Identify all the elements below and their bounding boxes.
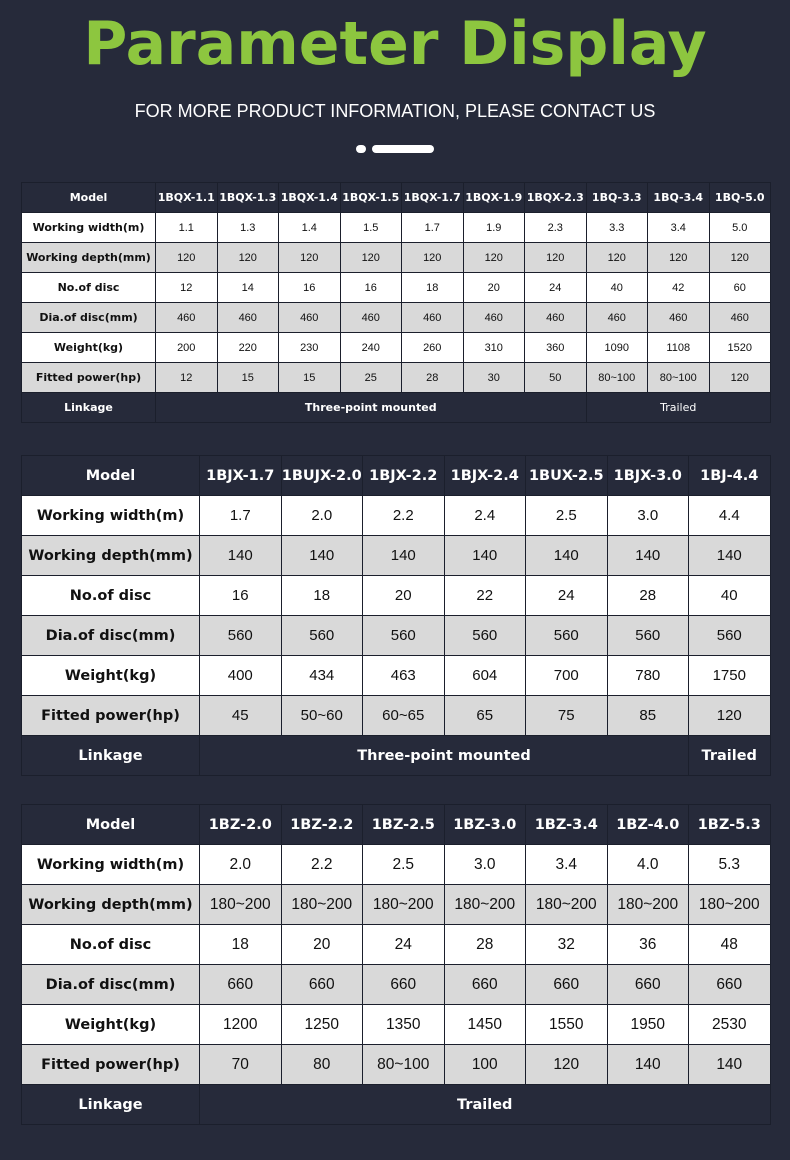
table-cell: 24 <box>526 576 608 616</box>
model-cell: 1BUX-2.5 <box>526 456 608 496</box>
table-row <box>22 243 771 273</box>
table-cell: 36 <box>607 925 689 965</box>
table-cell: 120 <box>709 363 771 393</box>
table-row <box>22 576 771 616</box>
row-label: No.of disc <box>22 925 200 965</box>
table-cell: 75 <box>526 696 608 736</box>
table-row <box>22 1045 771 1085</box>
table-cell: 240 <box>340 333 402 363</box>
table-cell: 180~200 <box>526 885 608 925</box>
model-cell: 1BJX-2.2 <box>363 456 445 496</box>
table-cell: 18 <box>200 925 282 965</box>
table-cell: 28 <box>402 363 464 393</box>
table-cell: 18 <box>281 576 363 616</box>
table-cell: 310 <box>463 333 525 363</box>
table-cell: 660 <box>607 965 689 1005</box>
table-cell: 460 <box>525 303 587 333</box>
table-cell: 16 <box>200 576 282 616</box>
table-cell: 120 <box>217 243 279 273</box>
linkage-trailed-cell: Trailed <box>689 736 771 776</box>
table-cell: 140 <box>689 536 771 576</box>
linkage-mounted-cell: Three-point mounted <box>200 736 689 776</box>
table-cell: 80~100 <box>363 1045 445 1085</box>
table-cell: 2.4 <box>444 496 526 536</box>
model-header: Model <box>22 805 200 845</box>
model-cell: 1BJ-4.4 <box>689 456 771 496</box>
table-cell: 560 <box>689 616 771 656</box>
table-row <box>22 925 771 965</box>
row-label: Weight(kg) <box>22 333 156 363</box>
table-cell: 180~200 <box>689 885 771 925</box>
table-cell: 604 <box>444 656 526 696</box>
table-cell: 120 <box>709 243 771 273</box>
model-cell: 1BZ-5.3 <box>689 805 771 845</box>
table-cell: 60~65 <box>363 696 445 736</box>
table-cell: 660 <box>444 965 526 1005</box>
row-label: Linkage <box>22 393 156 423</box>
table-cell: 660 <box>363 965 445 1005</box>
row-label: Working depth(mm) <box>22 536 200 576</box>
spec-table-1bjx <box>21 455 771 776</box>
model-header: Model <box>22 456 200 496</box>
table-cell: 460 <box>340 303 402 333</box>
row-label: Linkage <box>22 1085 200 1125</box>
table-row <box>22 303 771 333</box>
table-cell: 2.5 <box>363 845 445 885</box>
table-cell: 140 <box>526 536 608 576</box>
page-title: Parameter Display <box>83 9 707 79</box>
table-cell: 1520 <box>709 333 771 363</box>
table-cell: 200 <box>156 333 218 363</box>
model-cell: 1BQ-3.4 <box>648 183 710 213</box>
row-label: Weight(kg) <box>22 1005 200 1045</box>
model-cell: 1BZ-2.2 <box>281 805 363 845</box>
table-cell: 660 <box>200 965 282 1005</box>
table-cell: 5.3 <box>689 845 771 885</box>
model-cell: 1BZ-3.0 <box>444 805 526 845</box>
row-label: Fitted power(hp) <box>22 696 200 736</box>
table-cell: 140 <box>363 536 445 576</box>
row-label: Working width(m) <box>22 845 200 885</box>
table-cell: 560 <box>281 616 363 656</box>
table-cell: 1108 <box>648 333 710 363</box>
table-cell: 3.0 <box>607 496 689 536</box>
table-cell: 120 <box>402 243 464 273</box>
table-cell: 1.1 <box>156 213 218 243</box>
model-cell: 1BQX-1.9 <box>463 183 525 213</box>
table-cell: 460 <box>279 303 341 333</box>
table-row <box>22 845 771 885</box>
table-cell: 85 <box>607 696 689 736</box>
table-row <box>22 536 771 576</box>
table-cell: 460 <box>217 303 279 333</box>
table-cell: 5.0 <box>709 213 771 243</box>
table-cell: 460 <box>463 303 525 333</box>
table-cell: 1.4 <box>279 213 341 243</box>
table-cell: 1250 <box>281 1005 363 1045</box>
model-cell: 1BQ-5.0 <box>709 183 771 213</box>
row-label: Working width(m) <box>22 213 156 243</box>
linkage-row <box>22 1085 771 1125</box>
table-cell: 780 <box>607 656 689 696</box>
table-cell: 463 <box>363 656 445 696</box>
table-header-row <box>22 183 771 213</box>
model-header: Model <box>22 183 156 213</box>
table-row <box>22 616 771 656</box>
model-cell: 1BZ-2.5 <box>363 805 445 845</box>
table-cell: 434 <box>281 656 363 696</box>
table-cell: 1.9 <box>463 213 525 243</box>
table-cell: 220 <box>217 333 279 363</box>
model-cell: 1BUJX-2.0 <box>281 456 363 496</box>
row-label: Working depth(mm) <box>22 243 156 273</box>
table-cell: 48 <box>689 925 771 965</box>
table-cell: 80 <box>281 1045 363 1085</box>
table-cell: 12 <box>156 273 218 303</box>
table-cell: 22 <box>444 576 526 616</box>
table-cell: 120 <box>689 696 771 736</box>
table-cell: 1.3 <box>217 213 279 243</box>
table-cell: 32 <box>526 925 608 965</box>
table-cell: 80~100 <box>648 363 710 393</box>
linkage-trailed-cell: Trailed <box>586 393 771 423</box>
divider-dot <box>356 145 366 153</box>
table-cell: 25 <box>340 363 402 393</box>
table-cell: 120 <box>526 1045 608 1085</box>
table-cell: 230 <box>279 333 341 363</box>
row-label: Dia.of disc(mm) <box>22 965 200 1005</box>
table-cell: 20 <box>281 925 363 965</box>
table-row <box>22 273 771 303</box>
table-cell: 20 <box>363 576 445 616</box>
table-cell: 2.2 <box>363 496 445 536</box>
row-label: Working width(m) <box>22 496 200 536</box>
table-cell: 1950 <box>607 1005 689 1045</box>
table-cell: 2.5 <box>526 496 608 536</box>
row-label: Linkage <box>22 736 200 776</box>
table-header-row <box>22 805 771 845</box>
table-cell: 460 <box>648 303 710 333</box>
table-cell: 120 <box>340 243 402 273</box>
table-row <box>22 496 771 536</box>
table-cell: 18 <box>402 273 464 303</box>
linkage-row <box>22 736 771 776</box>
table-cell: 120 <box>586 243 648 273</box>
table-cell: 1.5 <box>340 213 402 243</box>
model-cell: 1BQX-1.3 <box>217 183 279 213</box>
table-cell: 460 <box>586 303 648 333</box>
row-label: Weight(kg) <box>22 656 200 696</box>
table-cell: 80~100 <box>586 363 648 393</box>
table-cell: 120 <box>648 243 710 273</box>
linkage-mounted-cell: Three-point mounted <box>156 393 587 423</box>
model-cell: 1BZ-4.0 <box>607 805 689 845</box>
spec-table-1bqx <box>21 182 771 423</box>
model-cell: 1BQ-3.3 <box>586 183 648 213</box>
table-cell: 50 <box>525 363 587 393</box>
table-cell: 3.3 <box>586 213 648 243</box>
table-cell: 2.2 <box>281 845 363 885</box>
model-cell: 1BQX-1.4 <box>279 183 341 213</box>
model-cell: 1BJX-1.7 <box>200 456 282 496</box>
table-cell: 140 <box>444 536 526 576</box>
table-cell: 1200 <box>200 1005 282 1045</box>
row-label: Fitted power(hp) <box>22 1045 200 1085</box>
table-cell: 660 <box>281 965 363 1005</box>
table-cell: 660 <box>526 965 608 1005</box>
page-subtitle: FOR MORE PRODUCT INFORMATION, PLEASE CONTACT US <box>134 101 656 121</box>
table-cell: 140 <box>281 536 363 576</box>
table-cell: 560 <box>444 616 526 656</box>
table-row <box>22 656 771 696</box>
table-cell: 40 <box>689 576 771 616</box>
table-cell: 180~200 <box>607 885 689 925</box>
table-cell: 15 <box>279 363 341 393</box>
table-cell: 140 <box>689 1045 771 1085</box>
table-row <box>22 213 771 243</box>
row-label: Fitted power(hp) <box>22 363 156 393</box>
table-cell: 120 <box>156 243 218 273</box>
table-cell: 700 <box>526 656 608 696</box>
table-cell: 2.0 <box>200 845 282 885</box>
row-label: Working depth(mm) <box>22 885 200 925</box>
model-cell: 1BQX-1.5 <box>340 183 402 213</box>
table-cell: 460 <box>156 303 218 333</box>
table-cell: 60 <box>709 273 771 303</box>
table-cell: 140 <box>200 536 282 576</box>
table-cell: 50~60 <box>281 696 363 736</box>
table-row <box>22 363 771 393</box>
table-cell: 28 <box>444 925 526 965</box>
model-cell: 1BQX-2.3 <box>525 183 587 213</box>
row-label: No.of disc <box>22 576 200 616</box>
table-row <box>22 1005 771 1045</box>
table-cell: 1.7 <box>200 496 282 536</box>
table-cell: 260 <box>402 333 464 363</box>
table-cell: 560 <box>607 616 689 656</box>
table-cell: 20 <box>463 273 525 303</box>
table-cell: 1450 <box>444 1005 526 1045</box>
table-row <box>22 965 771 1005</box>
table-cell: 2.0 <box>281 496 363 536</box>
table-cell: 180~200 <box>281 885 363 925</box>
table-cell: 1090 <box>586 333 648 363</box>
table-cell: 14 <box>217 273 279 303</box>
table-cell: 16 <box>340 273 402 303</box>
table-cell: 460 <box>402 303 464 333</box>
table-cell: 24 <box>525 273 587 303</box>
table-cell: 3.4 <box>648 213 710 243</box>
table-cell: 3.0 <box>444 845 526 885</box>
model-cell: 1BZ-2.0 <box>200 805 282 845</box>
table-row <box>22 885 771 925</box>
table-cell: 460 <box>709 303 771 333</box>
divider-bar <box>372 145 434 153</box>
table-cell: 1550 <box>526 1005 608 1045</box>
table-cell: 360 <box>525 333 587 363</box>
table-cell: 120 <box>463 243 525 273</box>
table-cell: 4.0 <box>607 845 689 885</box>
table-cell: 140 <box>607 536 689 576</box>
model-cell: 1BQX-1.1 <box>156 183 218 213</box>
table-cell: 4.4 <box>689 496 771 536</box>
table-cell: 24 <box>363 925 445 965</box>
table-cell: 180~200 <box>200 885 282 925</box>
model-cell: 1BZ-3.4 <box>526 805 608 845</box>
table-cell: 180~200 <box>444 885 526 925</box>
table-cell: 2530 <box>689 1005 771 1045</box>
table-row <box>22 696 771 736</box>
row-label: Dia.of disc(mm) <box>22 303 156 333</box>
table-cell: 70 <box>200 1045 282 1085</box>
table-cell: 560 <box>200 616 282 656</box>
model-cell: 1BJX-2.4 <box>444 456 526 496</box>
table-cell: 120 <box>525 243 587 273</box>
table-cell: 15 <box>217 363 279 393</box>
table-cell: 180~200 <box>363 885 445 925</box>
linkage-trailed-cell: Trailed <box>200 1085 771 1125</box>
table-row <box>22 333 771 363</box>
table-cell: 45 <box>200 696 282 736</box>
table-cell: 560 <box>526 616 608 656</box>
table-cell: 42 <box>648 273 710 303</box>
spec-table-1bz <box>21 804 771 1125</box>
model-cell: 1BJX-3.0 <box>607 456 689 496</box>
table-cell: 65 <box>444 696 526 736</box>
table-cell: 1350 <box>363 1005 445 1045</box>
table-cell: 1.7 <box>402 213 464 243</box>
table-cell: 100 <box>444 1045 526 1085</box>
table-cell: 120 <box>279 243 341 273</box>
table-cell: 140 <box>607 1045 689 1085</box>
model-cell: 1BQX-1.7 <box>402 183 464 213</box>
table-cell: 28 <box>607 576 689 616</box>
table-cell: 560 <box>363 616 445 656</box>
row-label: Dia.of disc(mm) <box>22 616 200 656</box>
table-cell: 1750 <box>689 656 771 696</box>
table-cell: 16 <box>279 273 341 303</box>
table-cell: 400 <box>200 656 282 696</box>
table-cell: 660 <box>689 965 771 1005</box>
table-cell: 40 <box>586 273 648 303</box>
table-cell: 12 <box>156 363 218 393</box>
table-cell: 2.3 <box>525 213 587 243</box>
row-label: No.of disc <box>22 273 156 303</box>
table-cell: 30 <box>463 363 525 393</box>
linkage-row <box>22 393 771 423</box>
table-header-row <box>22 456 771 496</box>
table-cell: 3.4 <box>526 845 608 885</box>
